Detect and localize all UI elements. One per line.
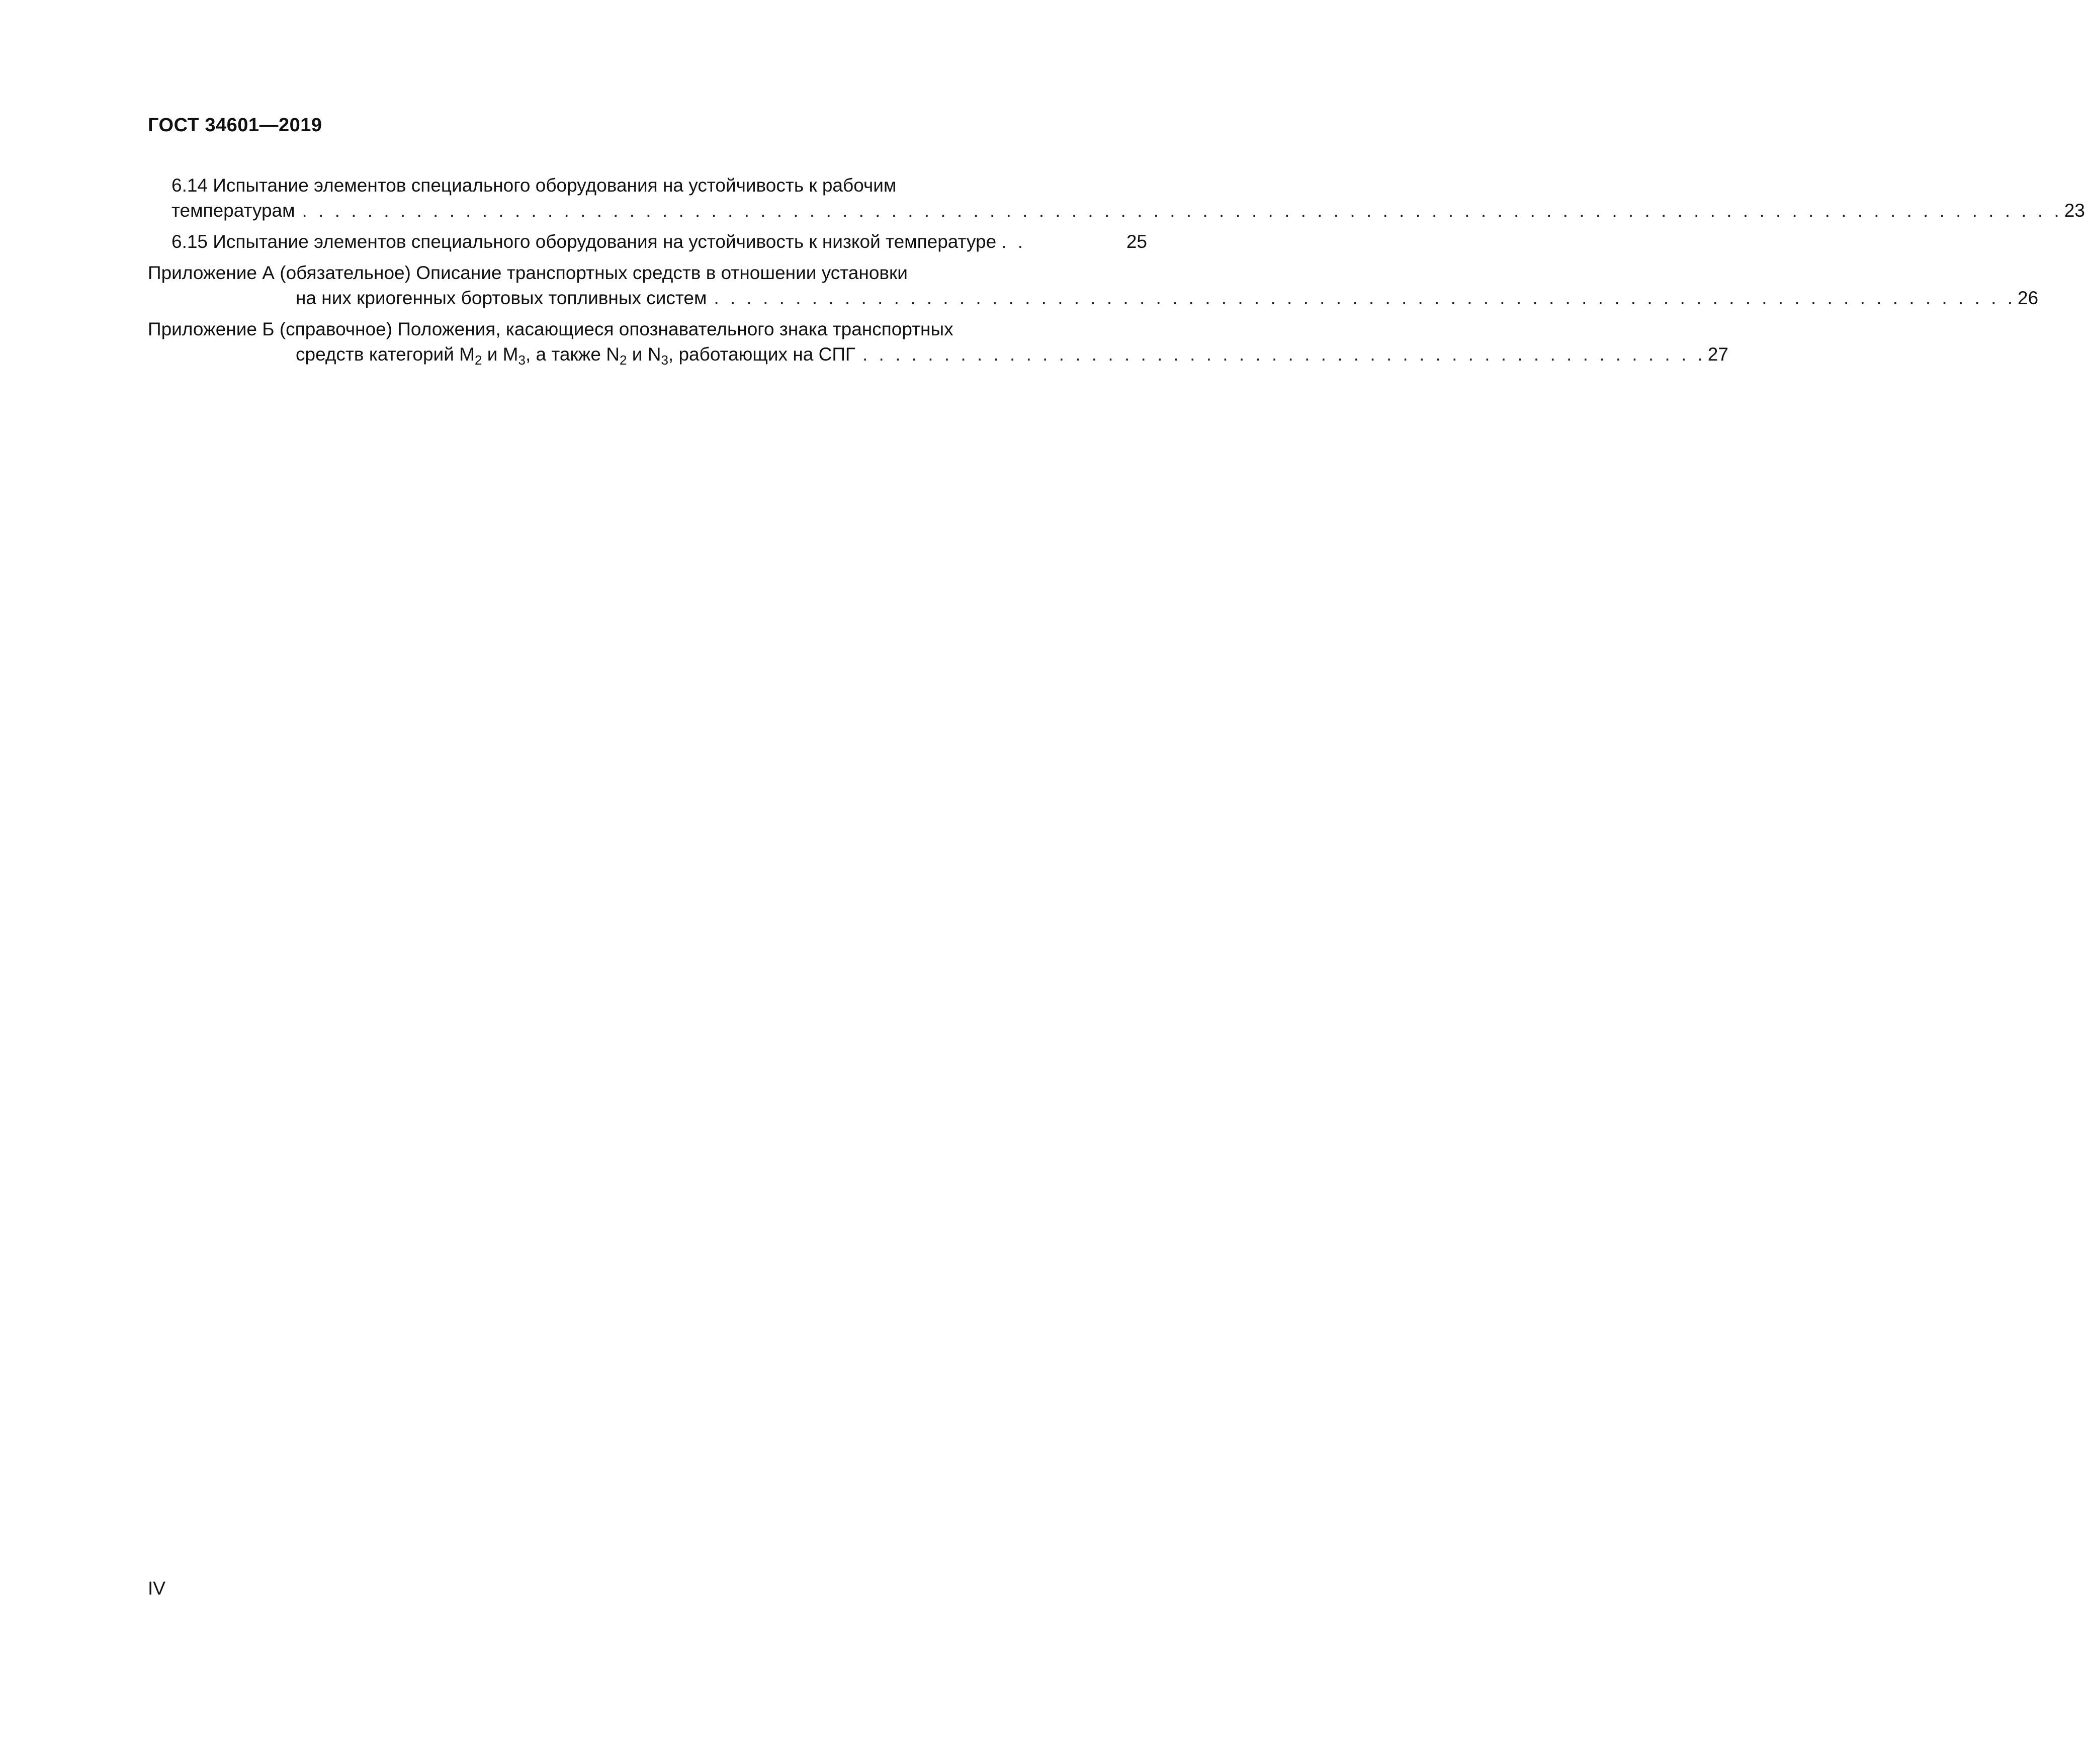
subscript: 3 — [661, 352, 668, 368]
toc-entry-appendix-a-line2[interactable] — [296, 286, 2039, 311]
toc-entry-6-14-line1[interactable] — [171, 173, 896, 198]
page-number: IV — [148, 1578, 165, 1599]
toc-page-number: 25 — [1126, 231, 1147, 252]
toc-entry-6-15[interactable] — [171, 229, 1147, 254]
toc-entry-text: Приложение Б (справочное) Положения, касающиеся опознавательного знака транспортных — [148, 319, 953, 339]
subscript: 3 — [518, 352, 526, 368]
toc-entry-text: на них криогенных бортовых топливных систем — [296, 288, 707, 308]
toc-entry-appendix-b-line2[interactable] — [296, 342, 1728, 368]
toc-page-number: 26 — [2017, 288, 2039, 308]
subscript: 2 — [620, 352, 627, 368]
toc-entry-text: средств категорий $M_2$ и $M_3$, а также $N_2$ и $N_3$, работающих на СПГ — [296, 344, 855, 368]
document-header: ГОСТ 34601—2019 — [148, 115, 322, 136]
toc-entry-text: 6.15 Испытание элементов специального оборудования на устойчивость к низкой температуре — [171, 231, 997, 252]
toc-entry-appendix-b-line1[interactable] — [148, 317, 953, 342]
subscript: 2 — [474, 352, 482, 368]
toc-entry-text: 6.14 Испытание элементов специального оборудования на устойчивость к рабочим — [171, 175, 897, 196]
dot-leader: . . . . . . . . . . . . . . . . . . . . . . . . . . . . . . . . . . . . . . . . . . . . . . . . . . . . — [862, 344, 1706, 365]
toc-page-number: 23 — [2064, 200, 2085, 221]
toc-entry-text: температурам — [171, 200, 295, 221]
dot-leader: . . — [1001, 231, 1026, 252]
dot-leader: . . . . . . . . . . . . . . . . . . . . . . . . . . . . . . . . . . . . . . . . . . . . . . . . . . . . . . . . . . . . . . . . . . . . . . . . . . . . . . . . — [714, 288, 2016, 308]
toc-page-number: 27 — [1707, 344, 1728, 365]
toc-entry-6-14-line2[interactable] — [171, 198, 2085, 223]
toc-entry-appendix-a-line1[interactable] — [148, 260, 908, 286]
dot-leader: . . . . . . . . . . . . . . . . . . . . . . . . . . . . . . . . . . . . . . . . . . . . . . . . . . . . . . . . . . . . . . . . . . . . . . . . . . . . . . . . . . . . . . . . . . . . . . . . . . . . . . . . . . . . — [302, 200, 2062, 221]
toc-entry-text: Приложение А (обязательное) Описание транспортных средств в отношении установки — [148, 262, 908, 283]
